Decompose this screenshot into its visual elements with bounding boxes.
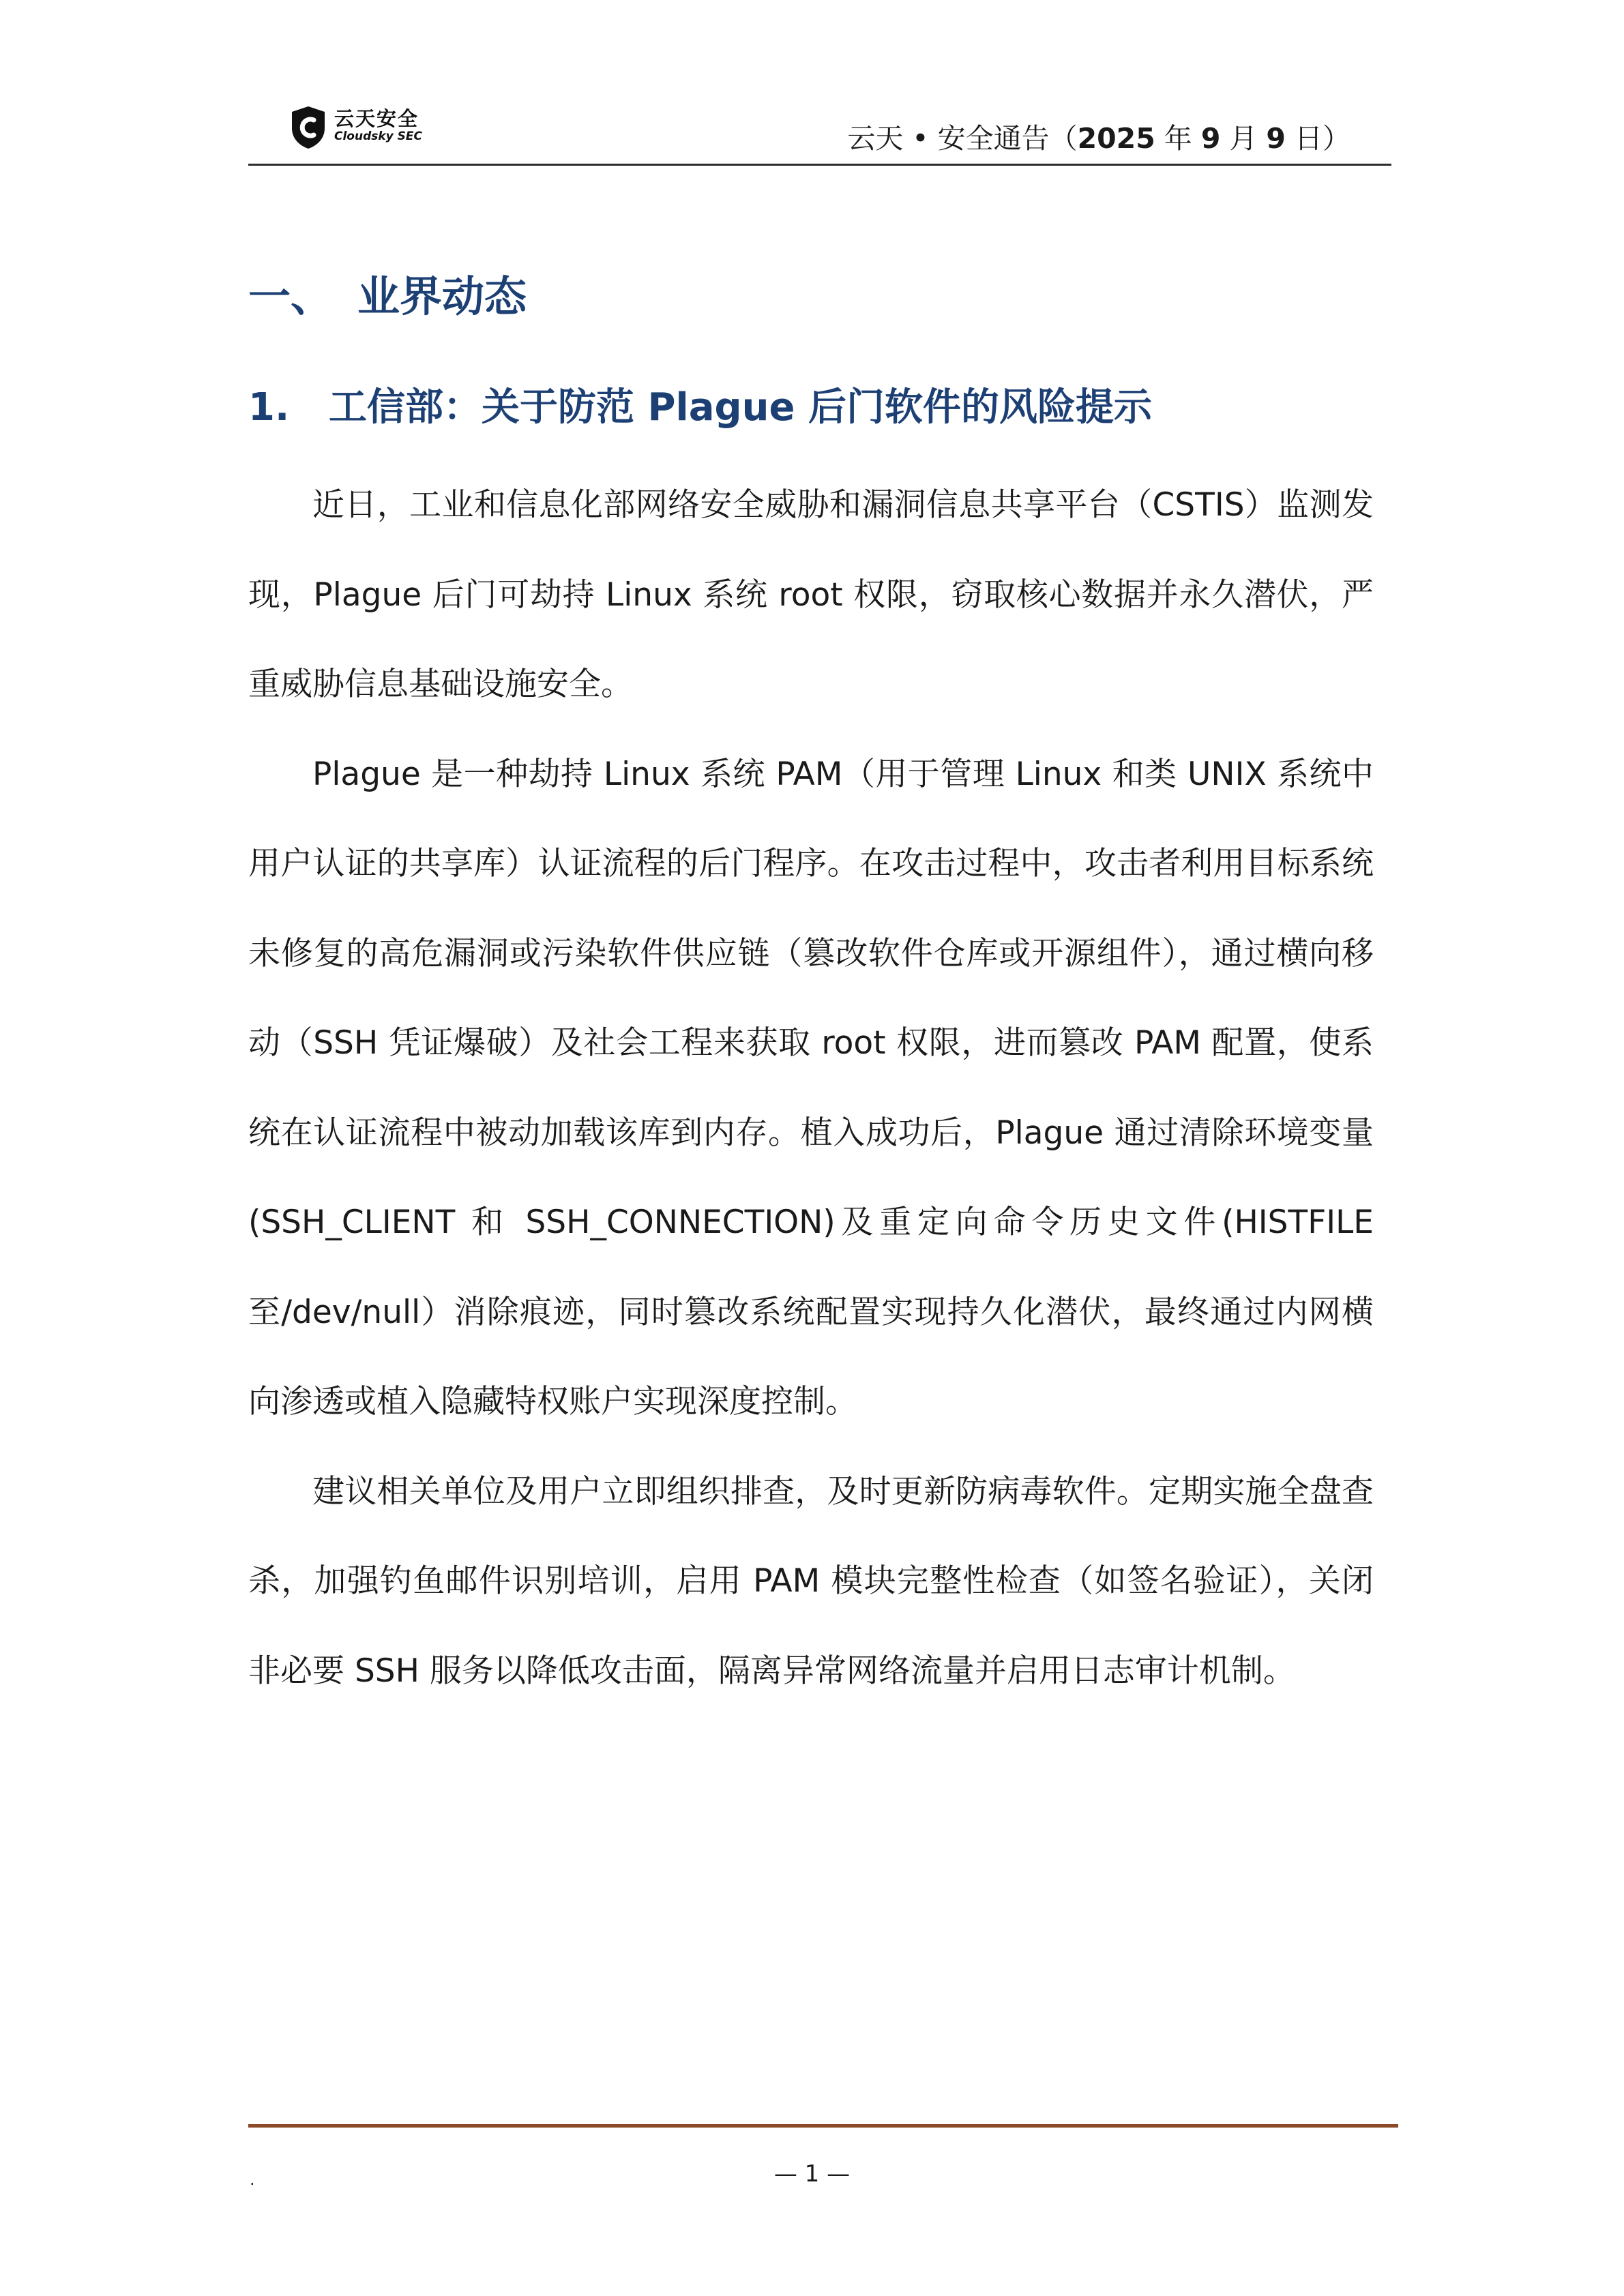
section-number: 一、	[248, 271, 334, 321]
paragraph: Plague 是一种劫持 Linux 系统 PAM（用于管理 Linux 和类 UNIX 系统中用户认证的共享库）认证流程的后门程序。在攻击过程中，攻击者利用目标系统未修复的高危漏洞或污染软件供应链（篡改软件仓库或开源组件），通过横向移动（SSH 凭证爆破）及社会工程来获取 root 权限，进而篡改 PAM 配置，使系统在认证流程中被动加载该库到内存。植入成功后，Plague 通过清除环境变量(SSH_CLIENT 和 SSH_CONNECTION)及重定向命令历史文件(HISTFILE 至/dev/null）消除痕迹，同时篡改系统配置实现持久化潜伏，最终通过内网横向渗透或植入隐藏特权账户实现深度控制。	[248, 755, 1374, 1420]
page-number: — 1 —	[773, 2160, 851, 2188]
footer-rule	[248, 2124, 1398, 2128]
footer-dot: .	[250, 2170, 255, 2189]
shield-c-logo-icon	[289, 105, 327, 150]
bulletin-date	[847, 116, 1350, 156]
article-heading	[248, 377, 1152, 432]
date-year-unit: 年	[1155, 122, 1201, 155]
article-title: 工信部：关于防范 Plague 后门软件的风险提示	[329, 385, 1152, 430]
date-year: 2025	[1077, 122, 1155, 155]
page-header	[248, 95, 1391, 166]
logo-text-en: Cloudsky SEC	[334, 130, 423, 143]
date-prefix: 云天 • 安全通告（	[847, 122, 1078, 155]
date-month-unit: 月	[1220, 122, 1267, 155]
company-logo	[289, 102, 439, 150]
article-number: 1.	[248, 385, 290, 430]
date-day-unit: 日）	[1285, 122, 1350, 155]
date-month: 9	[1200, 122, 1221, 155]
section-title: 业界动态	[357, 271, 527, 321]
paragraph: 近日，工业和信息化部网络安全威胁和漏洞信息共享平台（CSTIS）监测发现，Plague 后门可劫持 Linux 系统 root 权限，窃取核心数据并永久潜伏，严重威胁信息基础设施安全。	[248, 486, 1374, 703]
section-heading	[248, 263, 527, 323]
article-body	[248, 460, 1374, 1716]
paragraph: 建议相关单位及用户立即组织排查，及时更新防病毒软件。定期实施全盘查杀，加强钓鱼邮件识别培训，启用 PAM 模块完整性检查（如签名验证），关闭非必要 SSH 服务以降低攻击面，隔离异常网络流量并启用日志审计机制。	[248, 1472, 1374, 1690]
date-day: 9	[1266, 122, 1286, 155]
logo-text-cn: 云天安全	[334, 107, 419, 130]
